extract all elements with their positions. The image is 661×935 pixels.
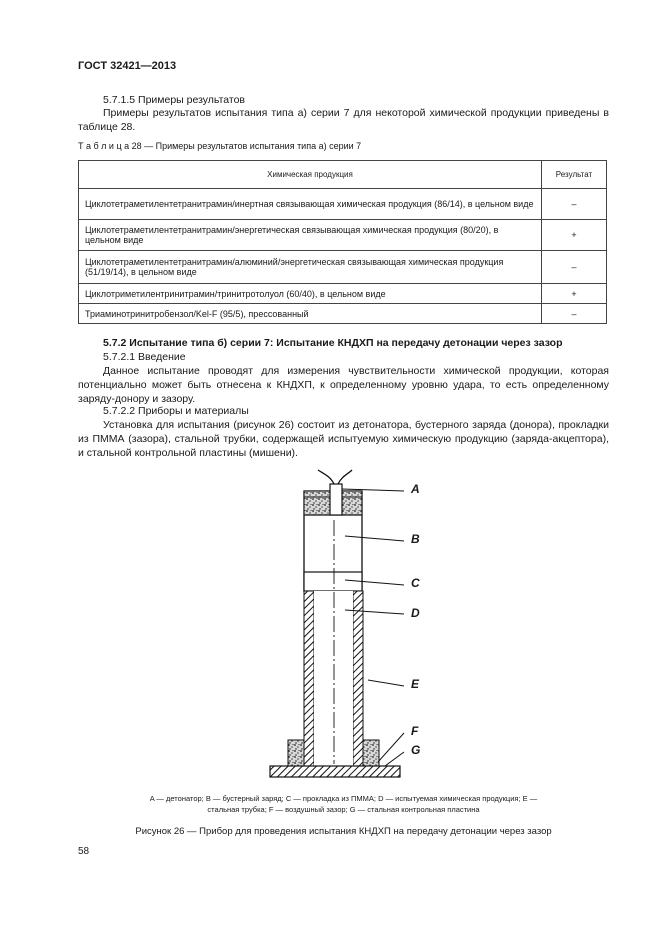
page-number: 58 <box>78 846 90 857</box>
diagram-label-a: A <box>411 482 420 496</box>
spacer-block-right <box>363 740 379 766</box>
detonator-wire <box>338 470 352 484</box>
section-5-7-1-5-text: Примеры результатов испытания типа а) серии 7 для некоторой химической продукции приведены в таблице 28. <box>78 107 609 133</box>
table-cell-result: – <box>542 189 607 220</box>
diagram-label-b: B <box>411 532 420 546</box>
diagram-label-c: C <box>411 576 420 590</box>
figure-legend-line-1: A — детонатор; B — бустерный заряд; C — прокладка из ПММА; D — испытуемая химическая продукция; E — <box>149 794 538 803</box>
document-id: ГОСТ 32421—2013 <box>78 60 177 72</box>
diagram-label-f: F <box>411 724 419 738</box>
column-header-product: Химическая продукция <box>79 161 542 189</box>
steel-tube-left-wall <box>304 591 314 766</box>
table-cell-result: – <box>542 304 607 324</box>
detonator-wire <box>318 470 334 484</box>
section-5-7-2-1-heading: 5.7.2.1 Введение <box>103 351 186 363</box>
diagram-label-e: E <box>411 677 420 691</box>
detonator <box>330 484 342 515</box>
section-5-7-2-heading: 5.7.2 Испытание типа б) серии 7: Испытание КНДХП на передачу детонации через зазор <box>103 337 563 349</box>
leader-line-e <box>368 680 404 686</box>
column-header-result: Результат <box>542 161 607 189</box>
table-cell-product: Триаминотринитробензол/Kel-F (95/5), прессованный <box>79 304 542 324</box>
table-cell-result: + <box>542 284 607 304</box>
leader-line-f <box>378 733 404 762</box>
table-cell-result: + <box>542 220 607 251</box>
steel-tube-right-wall <box>353 591 363 766</box>
leader-line-g <box>385 752 404 766</box>
table-cell-product: Циклотриметилентринитрамин/тринитротолуол (60/40), в цельном виде <box>79 284 542 304</box>
table-caption: Т а б л и ц а 28 — Примеры результатов испытания типа а) серии 7 <box>78 141 362 151</box>
test-substance <box>314 591 353 766</box>
section-5-7-1-5-heading: 5.7.1.5 Примеры результатов <box>103 94 245 106</box>
table-cell-product: Циклотетраметилентетранитрамин/инертная связывающая химическая продукция (86/14), в цельном виде <box>79 189 542 220</box>
diagram-label-d: D <box>411 606 420 620</box>
spacer-block-left <box>288 740 304 766</box>
section-5-7-2-1-text: Данное испытание проводят для измерения чувствительности химической продукции, которая потенциально может быть отнесена к КНДХП, к определенному уровню удара, то есть определенному заряду-донору и зазору. <box>78 365 609 405</box>
table-cell-product: Циклотетраметилентетранитрамин/алюминий/энергетическая связывающая химическая продукция (51/19/14), в цельном виде <box>79 251 542 284</box>
pmma-gap <box>304 572 362 591</box>
table-cell-result: – <box>542 251 607 284</box>
figure-legend-line-2: стальная трубка; F — воздушный зазор; G — стальная контрольная пластина <box>207 805 480 814</box>
table-cell-product: Циклотетраметилентетранитрамин/энергетическая связывающая химическая продукция (80/20), в цельном виде <box>79 220 542 251</box>
section-5-7-2-2-heading: 5.7.2.2 Приборы и материалы <box>103 405 249 417</box>
section-5-7-2-2-text: Установка для испытания (рисунок 26) состоит из детонатора, бустерного заряда (донора), прокладки из ПММА (зазора), стальной трубки, содержащей испытуемую химическую продукцию (заряда-акцептора), и стальной контрольной пластины (мишени). <box>78 419 609 459</box>
witness-plate <box>270 766 400 777</box>
diagram-label-g: G <box>411 743 421 757</box>
figure-caption: Рисунок 26 — Прибор для проведения испытания КНДХП на передачу детонации через зазор <box>135 826 552 837</box>
